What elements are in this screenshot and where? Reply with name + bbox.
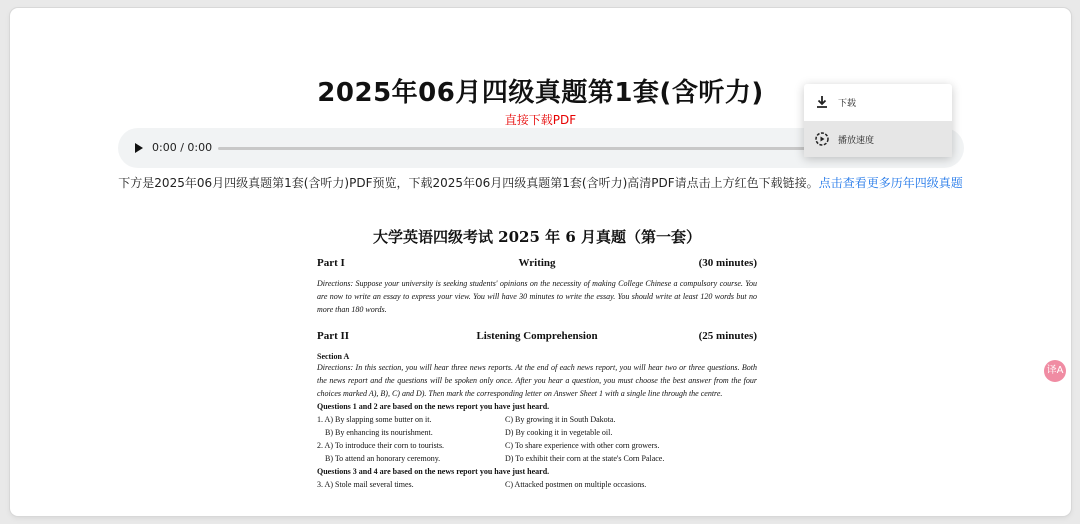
description: 下方是2025年06月四级真题第1套(含听力)PDF预览，下载2025年06月四级真题第1套(含听力)高清PDF请点击上方红色下载链接。 <box>118 176 819 190</box>
question-group-header: Questions 1 and 2 are based on the news report you have just heard. <box>317 402 550 411</box>
option-right: C) To share experience with other corn growers. <box>505 441 660 450</box>
play-icon <box>130 140 146 156</box>
download-icon <box>814 94 830 110</box>
option-left: B) To attend an honorary ceremony. <box>325 454 441 463</box>
menu-item-label: 播放速度 <box>838 136 875 146</box>
description-text <box>10 174 1071 191</box>
browser-page <box>10 8 1071 516</box>
playback-speed-icon <box>814 131 830 147</box>
pdf-title: 大学英语四级考试 2025 年 6 月真题（第一套） <box>372 228 702 246</box>
option-left: B) By enhancing its nourishment. <box>325 428 433 437</box>
question-group-header: Questions 3 and 4 are based on the news report you have just heard. <box>317 467 550 476</box>
option-left: 2. A) To introduce their corn to tourists. <box>317 441 445 450</box>
listening-directions: Directions: In this section, you will hear three news reports. At the end of each news report, you will hear two or three questions. Both the news report and the questions will be spoken only once. After you hear a question, you must choose the best answer from the four choices marked A), B), C) and D). Then mark the corresponding letter on Answer Sheet 1 with a single line through the centre. <box>317 363 757 398</box>
part-section: Writing <box>518 257 556 269</box>
part-time: (30 minutes) <box>698 257 757 269</box>
question-row <box>317 426 757 439</box>
part-header <box>317 257 757 273</box>
question-row <box>317 439 757 452</box>
option-right: D) To exhibit their corn at the state's Corn Palace. <box>505 454 665 463</box>
direct-download-link[interactable]: 直接下载PDF <box>504 113 577 127</box>
progress-bar[interactable] <box>218 147 818 150</box>
translate-icon[interactable]: 译A <box>1044 360 1066 382</box>
option-left: 3. A) Stole mail several times. <box>317 480 414 489</box>
menu-item-label: 下载 <box>838 99 857 109</box>
option-right: C) By growing it in South Dakota. <box>505 415 616 424</box>
page-title: 2025年06月四级真题第1套(含听力) <box>317 78 764 108</box>
player-options-menu <box>804 84 952 157</box>
question-row <box>317 478 757 491</box>
menu-item-download[interactable] <box>804 84 952 120</box>
time-display: 0:00 / 0:00 <box>152 141 213 154</box>
section-label: Section A <box>317 352 350 361</box>
menu-item-playback-speed[interactable] <box>804 121 952 157</box>
question-row <box>317 452 757 465</box>
writing-directions: Directions: Suppose your university is seeking students' opinions on the necessity of making College Chinese a compulsory course. You are now to write an essay to express your view. You will have 30 minutes to write the essay. You should write at least 120 words but no more than 180 words. <box>317 279 757 314</box>
more-exams-link[interactable]: 点击查看更多历年四级真题 <box>818 176 963 190</box>
part-name: Part I <box>317 257 345 269</box>
part-time: (25 minutes) <box>698 330 757 342</box>
part-header <box>317 330 757 346</box>
option-left: 1. A) By slapping some butter on it. <box>317 415 432 424</box>
option-right: C) Attacked postmen on multiple occasions. <box>505 480 647 489</box>
play-button[interactable] <box>130 140 146 156</box>
part-name: Part II <box>317 330 350 342</box>
question-row <box>317 413 757 426</box>
part-section: Listening Comprehension <box>476 330 598 342</box>
option-right: D) By cooking it in vegetable oil. <box>505 428 613 437</box>
pdf-preview <box>317 226 757 516</box>
